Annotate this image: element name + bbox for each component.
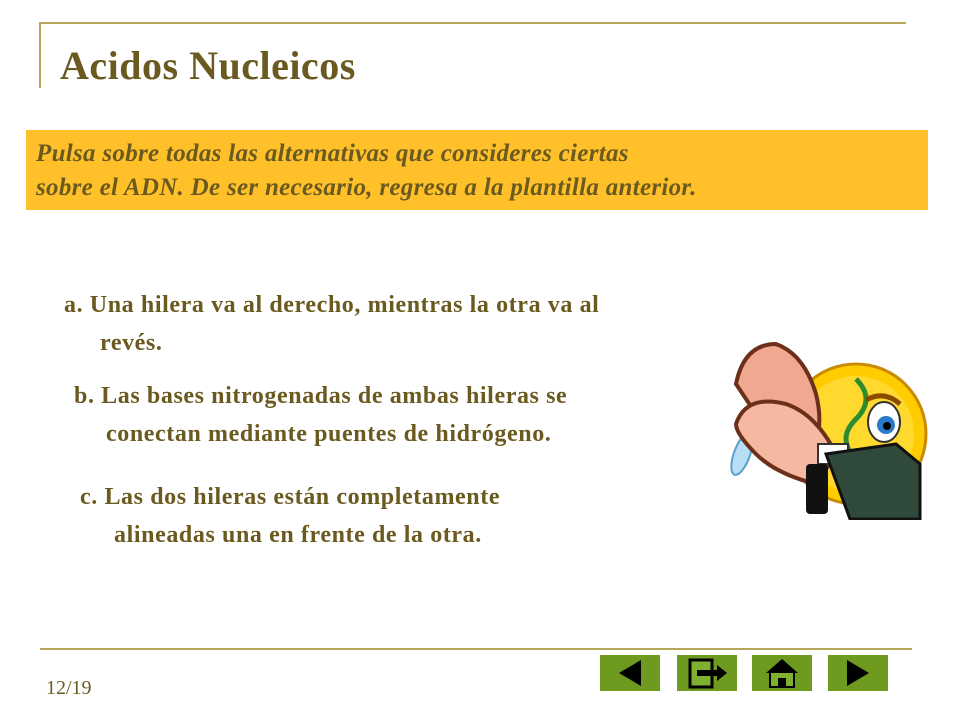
slide-title: Acidos Nucleicos: [60, 43, 356, 88]
clapping-smiley-icon: [706, 324, 930, 520]
left-frame-line: [39, 22, 41, 88]
instruction-line-1: Pulsa sobre todas las alternativas que consideres ciertas: [36, 140, 629, 167]
instruction-line-2: sobre el ADN. De ser necesario, regresa a la plantilla anterior.: [36, 174, 697, 201]
instruction-banner: [26, 130, 928, 210]
next-arrow-icon: [828, 655, 888, 691]
exit-button[interactable]: [677, 655, 737, 691]
option-a[interactable]: [64, 286, 599, 362]
option-b[interactable]: [74, 377, 567, 453]
option-c-line-2: alineadas una en frente de la otra.: [114, 522, 482, 548]
home-button[interactable]: [752, 655, 812, 691]
top-frame-line: [40, 22, 906, 24]
next-button[interactable]: [828, 655, 888, 691]
page-number: 12/19: [46, 677, 92, 699]
prev-arrow-icon: [600, 655, 660, 691]
option-b-line-1: b. Las bases nitrogenadas de ambas hileras se: [74, 383, 568, 409]
prev-button[interactable]: [600, 655, 660, 691]
option-b-line-2: conectan mediante puentes de hidrógeno.: [106, 421, 552, 447]
option-c[interactable]: [80, 478, 500, 554]
option-a-line-2: revés.: [100, 330, 163, 356]
footer-line: [40, 648, 912, 650]
option-c-line-1: c. Las dos hileras están completamente: [80, 484, 501, 510]
home-icon: [752, 655, 812, 691]
option-a-line-1: a. Una hilera va al derecho, mientras la otra va al: [64, 292, 600, 318]
exit-icon: [677, 655, 737, 691]
